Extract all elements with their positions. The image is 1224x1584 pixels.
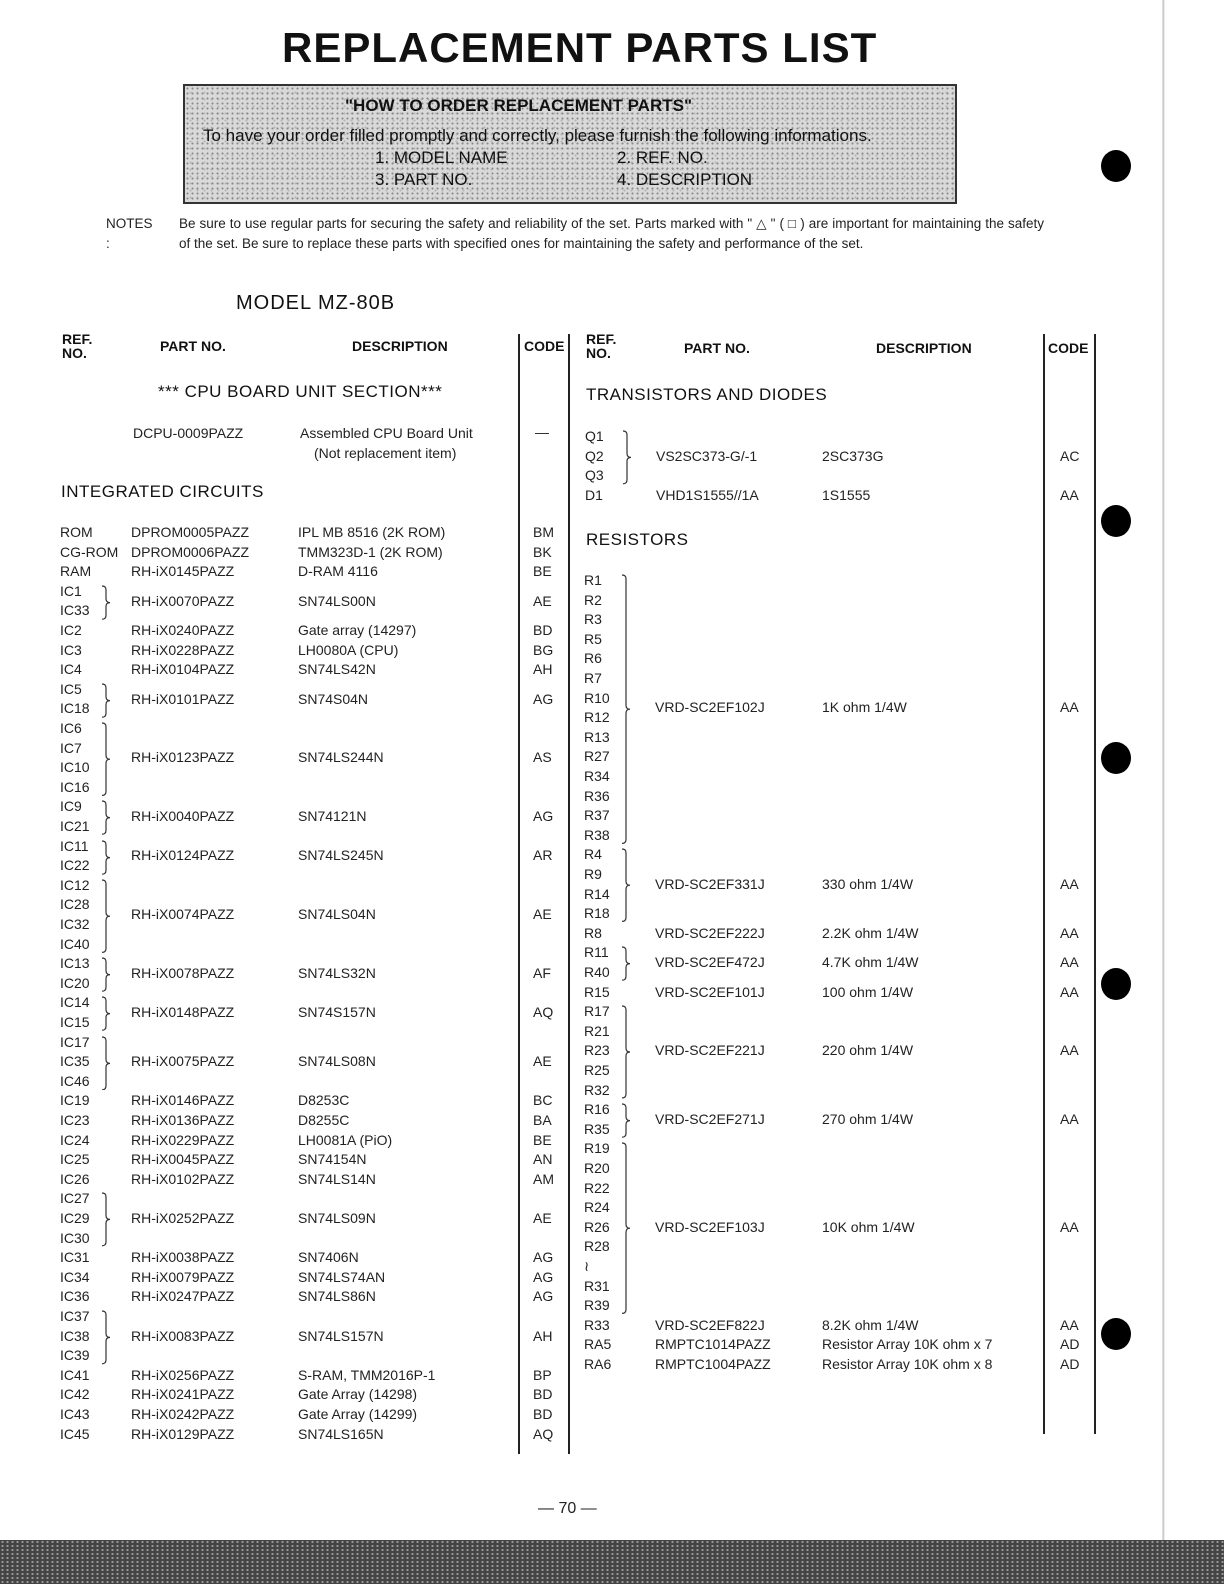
ic-row-description: D-RAM 4116 <box>298 563 378 580</box>
ic-row-description: SN74LS14N <box>298 1170 376 1187</box>
ic-row-brace <box>101 840 111 875</box>
res-row-ref: R11 <box>584 944 609 961</box>
ic-row-description: SN74154N <box>298 1151 367 1168</box>
res-row-ref: R36 <box>584 787 610 804</box>
ic-row-part-no: DPROM0005PAZZ <box>131 524 249 540</box>
ic-row-code: AH <box>533 661 553 678</box>
ic-row-description: Gate Array (14298) <box>298 1386 418 1403</box>
notes-text: Be sure to use regular parts for securing the safety and reliability of the set. Parts marked with " △ " ( □ ) are important for maintaining the safety of the set. Be sure to replace these parts with specified ones for maintaining the safety and performance of the set. <box>179 216 1044 251</box>
res-row-part-no: VRD-SC2EF822J <box>655 1316 765 1333</box>
res-row-code: AA <box>1060 1111 1079 1127</box>
ic-row-ref: IC45 <box>60 1425 90 1442</box>
ic-row-brace <box>101 996 111 1031</box>
binder-hole <box>1101 968 1131 1000</box>
res-row-code: AD <box>1060 1336 1080 1353</box>
res-row-description: 2.2K ohm 1/4W <box>822 924 919 941</box>
ic-row-code: AQ <box>533 1004 554 1021</box>
res-row-code: AA <box>1060 1218 1079 1235</box>
assembled-code: — <box>535 424 549 440</box>
tr-row-code: AC <box>1060 447 1080 464</box>
ic-row-code: AG <box>533 1249 554 1266</box>
ic-row-code: AE <box>533 1210 552 1226</box>
ic-row-ref: RAM <box>60 563 92 580</box>
ic-row-part-no: RH-iX0129PAZZ <box>131 1425 235 1442</box>
ic-row-ref: IC32 <box>60 916 90 932</box>
ic-row-part-no: RH-iX0123PAZZ <box>131 749 235 766</box>
res-row-ref: R9 <box>584 866 602 882</box>
ic-row-code: AG <box>533 1268 554 1285</box>
tr-row-description: 2SC373G <box>822 447 884 464</box>
binder-hole <box>1101 742 1131 774</box>
ic-row-part-no: RH-iX0079PAZZ <box>131 1268 235 1285</box>
ic-row-code: AR <box>533 847 553 864</box>
ic-row-part-no: RH-iX0038PAZZ <box>131 1249 235 1266</box>
ic-row-part-no: RH-iX0148PAZZ <box>131 1004 235 1021</box>
res-row-ref: R40 <box>584 964 610 980</box>
res-row-brace <box>621 1103 631 1138</box>
ic-row-part-no: RH-iX0040PAZZ <box>131 808 235 825</box>
ic-row-ref: IC9 <box>60 798 82 815</box>
res-row-ref: R39 <box>584 1297 610 1314</box>
res-row-description: 270 ohm 1/4W <box>822 1111 914 1127</box>
ic-row-code: AE <box>533 1053 552 1070</box>
res-row-ref: R12 <box>584 709 610 726</box>
res-row-ref: R35 <box>584 1120 610 1137</box>
res-row-brace <box>621 1005 631 1099</box>
ic-row-brace <box>101 957 111 992</box>
res-row-code: AA <box>1060 875 1079 892</box>
left-header-code: CODE <box>524 338 565 354</box>
ic-row-part-no: RH-iX0075PAZZ <box>131 1053 235 1070</box>
ic-row-part-no: RH-iX0146PAZZ <box>131 1092 235 1109</box>
ic-row-code: BD <box>533 622 553 638</box>
ic-row-part-no: RH-iX0252PAZZ <box>131 1210 235 1226</box>
ic-row-code: AG <box>533 690 554 707</box>
res-row-brace <box>621 1142 631 1314</box>
ic-row-part-no: RH-iX0247PAZZ <box>131 1288 235 1305</box>
res-row-ref: R24 <box>584 1199 610 1216</box>
ic-row-description: SN74LS32N <box>298 965 376 981</box>
ic-row-brace <box>101 722 111 796</box>
ic-row-ref: IC19 <box>60 1092 90 1109</box>
transistors-section-heading: TRANSISTORS AND DIODES <box>586 385 828 404</box>
ic-row-description: SN7406N <box>298 1249 359 1266</box>
res-row-ref: R18 <box>584 905 610 922</box>
ic-row-code: AQ <box>533 1425 554 1442</box>
tr-row-brace <box>622 430 632 485</box>
tr-row-ref: Q3 <box>585 467 604 484</box>
assembled-desc-1: Assembled CPU Board Unit <box>300 425 473 441</box>
ic-row-ref: IC41 <box>60 1366 90 1383</box>
ic-row-part-no: RH-iX0101PAZZ <box>131 690 235 707</box>
assembled-desc-2: (Not replacement item) <box>314 445 457 461</box>
res-row-ref: R28 <box>584 1238 610 1255</box>
ic-row-ref: IC13 <box>60 955 90 972</box>
res-row-code: AA <box>1060 1042 1079 1059</box>
res-row-code: AA <box>1060 699 1079 716</box>
ic-row-brace <box>101 1192 111 1247</box>
right-header-part: PART NO. <box>684 340 750 356</box>
ic-row-description: LH0081A (PiO) <box>298 1131 393 1148</box>
res-row-ref: R33 <box>584 1316 610 1333</box>
ic-row-code: BE <box>533 1131 552 1148</box>
res-row-code: AA <box>1060 924 1079 941</box>
ic-row-part-no: RH-iX0045PAZZ <box>131 1151 235 1168</box>
ic-row-ref: IC2 <box>60 622 82 638</box>
right-header-ref: REF. NO. <box>586 331 617 361</box>
ic-row-ref: IC22 <box>60 857 90 874</box>
left-code-rule-left <box>518 334 520 1454</box>
ic-row-description: SN74LS157N <box>298 1327 384 1344</box>
ic-row-description: SN74LS08N <box>298 1053 376 1070</box>
res-row-brace <box>621 848 631 922</box>
binder-hole <box>1101 150 1131 182</box>
right-header-desc: DESCRIPTION <box>876 340 972 356</box>
ic-row-ref: IC17 <box>60 1033 90 1050</box>
ic-row-part-no: RH-iX0229PAZZ <box>131 1131 235 1148</box>
ic-row-ref: IC16 <box>60 778 90 795</box>
ic-row-ref: IC38 <box>60 1327 90 1344</box>
ic-row-ref: IC29 <box>60 1210 90 1226</box>
tr-row-ref: D1 <box>585 486 603 503</box>
ic-row-ref: IC3 <box>60 641 82 658</box>
res-row-ref: R31 <box>584 1277 610 1294</box>
ic-row-ref: IC7 <box>60 739 82 756</box>
ic-row-part-no: RH-iX0241PAZZ <box>131 1386 235 1403</box>
tr-row-part-no: VS2SC373-G/-1 <box>656 447 758 464</box>
ic-row-brace <box>101 1036 111 1091</box>
binder-hole <box>1101 1318 1131 1350</box>
res-row-ref: R23 <box>584 1042 610 1059</box>
binder-hole <box>1101 505 1131 537</box>
res-row-ref: R17 <box>584 1003 610 1020</box>
res-row-ref: R5 <box>584 630 602 647</box>
res-row-ref: R7 <box>584 670 602 686</box>
ic-row-ref: IC28 <box>60 896 90 913</box>
ic-row-code: BD <box>533 1406 553 1422</box>
res-row-ref: R27 <box>584 748 610 765</box>
ic-row-ref: IC40 <box>60 935 90 952</box>
res-row-part-no: RMPTC1014PAZZ <box>655 1336 771 1353</box>
res-row-ref: R34 <box>584 768 610 784</box>
res-row-brace <box>621 574 631 844</box>
ic-row-ref: ROM <box>60 524 93 540</box>
res-row-description: 1K ohm 1/4W <box>822 699 907 716</box>
res-row-code: AA <box>1060 1316 1079 1333</box>
ic-row-ref: IC33 <box>60 602 90 619</box>
ic-row-ref: IC26 <box>60 1170 90 1187</box>
res-row-part-no: VRD-SC2EF102J <box>655 699 765 716</box>
how-to-order-box <box>183 84 957 204</box>
res-row-part-no: VRD-SC2EF472J <box>655 954 765 971</box>
tr-row-ref: Q2 <box>585 447 604 464</box>
ic-row-ref: IC46 <box>60 1072 90 1089</box>
ic-row-description: SN74LS245N <box>298 847 384 864</box>
ic-row-part-no: DPROM0006PAZZ <box>131 543 249 560</box>
res-row-ref: R26 <box>584 1218 610 1235</box>
ic-row-brace <box>101 683 111 718</box>
tr-row-code: AA <box>1060 486 1079 503</box>
res-row-code: AA <box>1060 983 1079 1000</box>
left-header-desc: DESCRIPTION <box>352 338 448 354</box>
ic-row-ref: IC27 <box>60 1190 90 1207</box>
cpu-section-heading: *** CPU BOARD UNIT SECTION*** <box>158 382 443 401</box>
how-to-item-3: 3. PART NO. <box>375 170 473 189</box>
left-header-ref: REF. NO. <box>62 331 93 361</box>
res-row-part-no: VRD-SC2EF271J <box>655 1111 765 1127</box>
ic-row-description: SN74LS74AN <box>298 1268 386 1285</box>
res-row-ref: R4 <box>584 846 602 863</box>
ic-row-part-no: RH-iX0074PAZZ <box>131 906 235 923</box>
ic-row-description: SN74121N <box>298 808 367 825</box>
res-row-ref: R20 <box>584 1160 610 1176</box>
ic-row-brace <box>101 879 111 953</box>
ic-row-part-no: RH-iX0240PAZZ <box>131 622 235 638</box>
ic-row-ref: IC34 <box>60 1268 90 1285</box>
ic-row-ref: IC31 <box>60 1249 90 1266</box>
res-row-description: Resistor Array 10K ohm x 7 <box>822 1336 993 1353</box>
how-to-intro: To have your order filled promptly and correctly, please furnish the following informations. <box>203 126 872 145</box>
ic-row-ref: IC42 <box>60 1386 90 1403</box>
ic-row-description: IPL MB 8516 (2K ROM) <box>298 524 446 540</box>
res-row-ref: R3 <box>584 611 602 628</box>
ic-row-code: BD <box>533 1386 553 1403</box>
ic-row-description: Gate Array (14299) <box>298 1406 418 1422</box>
ic-row-code: BC <box>533 1092 553 1109</box>
res-row-ref: R25 <box>584 1062 610 1078</box>
res-row-ref: R32 <box>584 1081 610 1098</box>
ic-row-ref: IC37 <box>60 1308 90 1324</box>
ic-row-ref: CG-ROM <box>60 543 119 560</box>
ic-row-ref: IC15 <box>60 1014 90 1030</box>
res-row-ref: R21 <box>584 1022 610 1039</box>
ic-row-part-no: RH-iX0104PAZZ <box>131 661 235 678</box>
tr-row-description: 1S1555 <box>822 486 871 503</box>
ic-row-ref: IC4 <box>60 661 82 678</box>
ic-row-ref: IC12 <box>60 876 90 893</box>
res-row-brace <box>621 946 631 981</box>
ic-row-part-no: RH-iX0102PAZZ <box>131 1170 235 1187</box>
res-row-ref: R38 <box>584 826 610 843</box>
res-row-ref: R16 <box>584 1101 610 1118</box>
ic-row-description: SN74LS42N <box>298 661 376 678</box>
how-to-heading: "HOW TO ORDER REPLACEMENT PARTS" <box>345 96 692 115</box>
res-row-code: AD <box>1060 1356 1080 1372</box>
notes-label: NOTES : <box>106 216 153 251</box>
res-row-description: 10K ohm 1/4W <box>822 1218 915 1235</box>
ic-section-heading: INTEGRATED CIRCUITS <box>61 482 264 501</box>
ic-row-code: AM <box>533 1170 554 1187</box>
ic-row-code: BE <box>533 563 552 580</box>
res-row-ref: R8 <box>584 924 602 941</box>
res-row-description: Resistor Array 10K ohm x 8 <box>822 1356 993 1372</box>
ic-row-part-no: RH-iX0242PAZZ <box>131 1406 235 1422</box>
ic-row-ref: IC21 <box>60 818 90 834</box>
tr-row-ref: Q1 <box>585 428 604 444</box>
res-row-description: 330 ohm 1/4W <box>822 875 914 892</box>
ic-row-description: LH0080A (CPU) <box>298 641 399 658</box>
res-row-ref: R15 <box>584 983 610 1000</box>
res-row-ref: R1 <box>584 572 602 588</box>
res-row-ref: R13 <box>584 728 610 745</box>
res-row-ref: R6 <box>584 650 602 667</box>
ic-row-code: AF <box>533 965 551 981</box>
how-to-item-4: 4. DESCRIPTION <box>617 170 753 189</box>
res-row-part-no: VRD-SC2EF331J <box>655 875 765 892</box>
ic-row-ref: IC39 <box>60 1347 90 1364</box>
how-to-item-2: 2. REF. NO. <box>617 148 708 167</box>
ic-row-description: S-RAM, TMM2016P-1 <box>298 1366 436 1383</box>
ic-row-ref: IC25 <box>60 1151 90 1168</box>
ic-row-ref: IC30 <box>60 1229 90 1246</box>
ic-row-description: SN74LS86N <box>298 1288 376 1305</box>
model-name: MODEL MZ-80B <box>236 292 396 314</box>
ic-row-part-no: RH-iX0083PAZZ <box>131 1327 235 1344</box>
resistors-section-heading: RESISTORS <box>586 530 689 549</box>
res-row-ref: R37 <box>584 807 610 824</box>
res-row-ref: ≀ <box>584 1258 590 1274</box>
ic-row-code: BK <box>533 543 552 560</box>
ic-row-description: SN74LS165N <box>298 1425 384 1442</box>
ic-row-description: Gate array (14297) <box>298 622 417 638</box>
assembled-part: DCPU-0009PAZZ <box>133 425 244 441</box>
how-to-item-1: 1. MODEL NAME <box>375 148 508 167</box>
res-row-ref: R22 <box>584 1179 610 1196</box>
ic-row-description: SN74S04N <box>298 690 369 707</box>
ic-row-description: D8255C <box>298 1112 350 1128</box>
res-row-ref: R19 <box>584 1140 610 1157</box>
ic-row-description: SN74S157N <box>298 1004 376 1021</box>
ic-row-part-no: RH-iX0070PAZZ <box>131 592 235 609</box>
right-header-code: CODE <box>1048 340 1089 356</box>
ic-row-code: AE <box>533 592 552 609</box>
tr-row-part-no: VHD1S1555//1A <box>656 486 759 503</box>
ic-row-part-no: RH-iX0256PAZZ <box>131 1366 235 1383</box>
ic-row-ref: IC1 <box>60 582 82 599</box>
ic-row-ref: IC14 <box>60 994 90 1011</box>
res-row-ref: R10 <box>584 689 610 706</box>
ic-row-ref: IC36 <box>60 1288 90 1305</box>
res-row-description: 100 ohm 1/4W <box>822 983 914 1000</box>
ic-row-ref: IC20 <box>60 974 90 991</box>
ic-row-code: AN <box>533 1151 553 1168</box>
res-row-ref: RA6 <box>584 1356 612 1372</box>
ic-row-code: BA <box>533 1112 552 1128</box>
ic-row-ref: IC10 <box>60 759 90 776</box>
res-row-part-no: VRD-SC2EF101J <box>655 983 765 1000</box>
ic-row-code: AG <box>533 808 554 825</box>
page-title: REPLACEMENT PARTS LIST <box>282 24 878 71</box>
ic-row-brace <box>101 585 111 620</box>
ic-row-description: SN74LS09N <box>298 1210 376 1226</box>
ic-row-brace <box>101 800 111 835</box>
left-header-part: PART NO. <box>160 338 226 354</box>
ic-row-part-no: RH-iX0228PAZZ <box>131 641 235 658</box>
res-row-part-no: VRD-SC2EF103J <box>655 1218 765 1235</box>
scan-edge-shadow <box>1150 0 1180 1540</box>
ic-row-brace <box>101 1310 111 1365</box>
res-row-description: 4.7K ohm 1/4W <box>822 954 919 971</box>
scan-bottom-edge <box>0 1540 1224 1584</box>
ic-row-ref: IC35 <box>60 1053 90 1070</box>
ic-row-description: SN74LS244N <box>298 749 384 766</box>
ic-row-code: BG <box>533 641 554 658</box>
ic-row-description: TMM323D-1 (2K ROM) <box>298 543 443 560</box>
ic-row-ref: IC18 <box>60 700 90 717</box>
right-code-rule-right <box>1094 334 1096 1434</box>
res-row-part-no: RMPTC1004PAZZ <box>655 1356 771 1372</box>
ic-row-code: BP <box>533 1366 552 1383</box>
ic-row-code: BM <box>533 524 554 540</box>
res-row-description: 8.2K ohm 1/4W <box>822 1316 919 1333</box>
res-row-ref: RA5 <box>584 1336 612 1353</box>
ic-row-ref: IC24 <box>60 1131 90 1148</box>
ic-row-description: SN74LS04N <box>298 906 376 923</box>
res-row-part-no: VRD-SC2EF221J <box>655 1042 765 1059</box>
ic-row-ref: IC11 <box>60 837 89 854</box>
ic-row-code: AS <box>533 749 552 766</box>
res-row-description: 220 ohm 1/4W <box>822 1042 914 1059</box>
ic-row-part-no: RH-iX0078PAZZ <box>131 965 235 981</box>
res-row-ref: R2 <box>584 591 602 608</box>
ic-row-part-no: RH-iX0136PAZZ <box>131 1112 235 1128</box>
ic-row-description: D8253C <box>298 1092 350 1109</box>
ic-row-ref: IC5 <box>60 680 82 697</box>
ic-row-ref: IC43 <box>60 1406 90 1422</box>
page-number: — 70 — <box>538 1500 597 1517</box>
right-code-rule-left <box>1043 334 1045 1434</box>
ic-row-ref: IC6 <box>60 720 82 736</box>
res-row-part-no: VRD-SC2EF222J <box>655 924 765 941</box>
ic-row-code: AE <box>533 906 552 923</box>
ic-row-part-no: RH-iX0145PAZZ <box>131 563 235 580</box>
ic-row-part-no: RH-iX0124PAZZ <box>131 847 235 864</box>
res-row-ref: R14 <box>584 885 610 902</box>
ic-row-description: SN74LS00N <box>298 592 376 609</box>
left-code-rule-right <box>568 334 570 1454</box>
ic-row-code: AG <box>533 1288 554 1305</box>
res-row-code: AA <box>1060 954 1079 971</box>
ic-row-code: AH <box>533 1327 553 1344</box>
ic-row-ref: IC23 <box>60 1112 90 1128</box>
